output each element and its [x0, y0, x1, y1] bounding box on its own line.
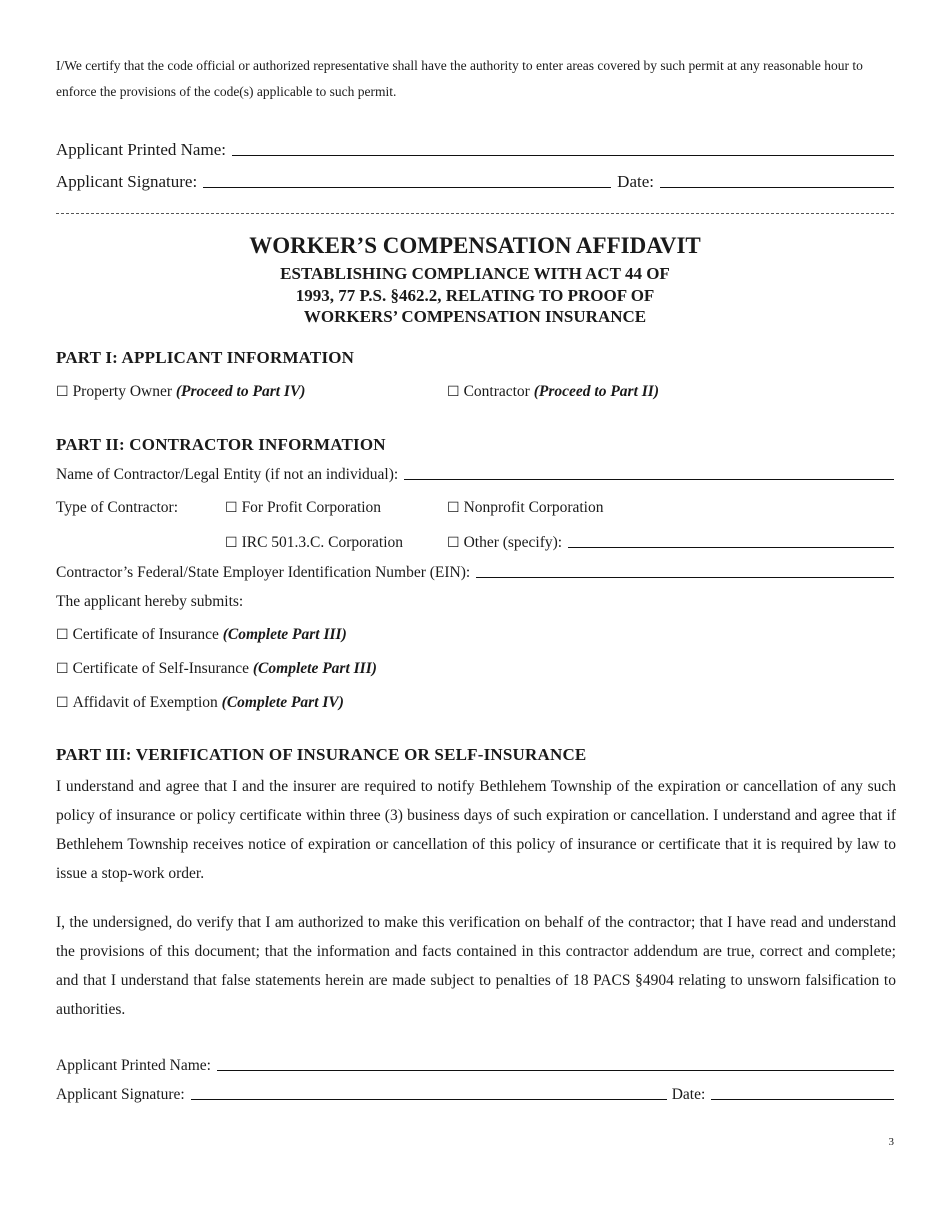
exemption-checkbox[interactable] [56, 694, 344, 712]
cut-line-divider [56, 213, 894, 214]
affidavit-subtitle-2: 1993, 77 P.S. §462.2, RELATING TO PROOF OF [295, 286, 655, 305]
nonprofit-label: Nonprofit Corporation [463, 499, 604, 516]
submits-label: The applicant hereby submits: [56, 593, 244, 610]
contractor-name-row [56, 466, 894, 484]
top-signature-field[interactable] [203, 186, 611, 188]
top-signature-label: Applicant Signature: [56, 172, 198, 191]
bottom-printed-name-row [56, 1057, 894, 1075]
part2-heading: PART II: CONTRACTOR INFORMATION [56, 435, 386, 454]
property-owner-label: Property Owner [72, 383, 172, 400]
self-insurance-label: Certificate of Self-Insurance [72, 660, 250, 677]
checkbox-icon: ☐ [447, 384, 460, 400]
ein-row [56, 564, 894, 582]
other-checkbox[interactable] [447, 534, 562, 552]
top-signature-row [56, 172, 894, 192]
bottom-signature-row [56, 1086, 894, 1104]
checkbox-icon: ☐ [56, 627, 69, 643]
bottom-signature-field[interactable] [191, 1098, 667, 1100]
property-owner-note: (Proceed to Part IV) [175, 383, 306, 400]
for-profit-checkbox[interactable] [225, 499, 381, 517]
insurance-certificate-checkbox[interactable] [56, 626, 347, 644]
checkbox-icon: ☐ [56, 661, 69, 677]
checkbox-icon: ☐ [56, 384, 69, 400]
bottom-printed-name-field[interactable] [217, 1069, 894, 1071]
other-type-row [447, 534, 894, 552]
part3-paragraph-2: I, the undersigned, do verify that I am authorized to make this verification on behalf of the contractor; that I have read and understand the provisions of this document; that the information and facts contained in this contractor addendum are true, correct and complete; and that I understand that false statements herein are made subject to penalties of 18 PACS §4904 relating to unsworn falsification to authorities. [56, 914, 896, 1018]
irc-label: IRC 501.3.C. Corporation [241, 534, 404, 551]
checkbox-icon: ☐ [447, 535, 460, 551]
ein-field[interactable] [476, 576, 894, 578]
affidavit-subtitle-1: ESTABLISHING COMPLIANCE WITH ACT 44 OF [280, 264, 670, 283]
checkbox-icon: ☐ [225, 535, 238, 551]
contractor-name-field[interactable] [404, 478, 894, 480]
insurance-certificate-label: Certificate of Insurance [72, 626, 219, 643]
ein-label: Contractor’s Federal/State Employer Identification Number (EIN): [56, 564, 471, 581]
part3-paragraph-1: I understand and agree that I and the insurer are required to notify Bethlehem Township of the expiration or cancellation of any such policy of insurance or policy certificate within three (3) business days of such expiration or cancellation. I understand and agree that if Bethlehem Township receives notice of expiration or cancellation of this policy of insurance or certificate that it is required by law to issue a stop-work order. [56, 778, 896, 882]
contractor-name-label: Name of Contractor/Legal Entity (if not an individual): [56, 466, 399, 483]
irc-checkbox[interactable] [225, 534, 403, 552]
top-date-field[interactable] [660, 186, 894, 188]
self-insurance-checkbox[interactable] [56, 660, 377, 678]
top-printed-name-label: Applicant Printed Name: [56, 140, 226, 159]
exemption-label: Affidavit of Exemption [72, 694, 218, 711]
nonprofit-checkbox[interactable] [447, 499, 603, 517]
checkbox-icon: ☐ [225, 500, 238, 516]
contractor-type-label: Type of Contractor: [56, 499, 179, 516]
for-profit-label: For Profit Corporation [241, 499, 382, 516]
bottom-date-label: Date: [671, 1086, 706, 1103]
contractor-label: Contractor [463, 383, 530, 400]
top-printed-name-row [56, 140, 894, 160]
top-printed-name-field[interactable] [232, 154, 894, 156]
exemption-note: (Complete Part IV) [221, 694, 344, 711]
top-date-label: Date: [617, 172, 654, 191]
bottom-printed-name-label: Applicant Printed Name: [56, 1057, 211, 1074]
self-insurance-note: (Complete Part III) [252, 660, 377, 677]
insurance-certificate-note: (Complete Part III) [222, 626, 347, 643]
checkbox-icon: ☐ [447, 500, 460, 516]
property-owner-checkbox[interactable] [56, 383, 305, 401]
part3-heading: PART III: VERIFICATION OF INSURANCE OR SELF-INSURANCE [56, 745, 587, 764]
affidavit-title: WORKER’S COMPENSATION AFFIDAVIT [249, 233, 701, 258]
other-label: Other (specify): [463, 534, 563, 551]
bottom-signature-label: Applicant Signature: [56, 1086, 185, 1103]
contractor-note: (Proceed to Part II) [533, 383, 659, 400]
other-specify-field[interactable] [568, 546, 894, 548]
part1-heading: PART I: APPLICANT INFORMATION [56, 348, 355, 367]
contractor-checkbox[interactable] [447, 383, 659, 401]
checkbox-icon: ☐ [56, 695, 69, 711]
certify-text: I/We certify that the code official or authorized representative shall have the authority to enter areas covered by such permit at any reasonable hour to enforce the provisions of the code(s) applicable to such permit. [56, 58, 863, 99]
affidavit-subtitle-3: WORKERS’ COMPENSATION INSURANCE [303, 307, 647, 326]
bottom-date-field[interactable] [711, 1098, 894, 1100]
page-number: 3 [888, 1136, 894, 1148]
